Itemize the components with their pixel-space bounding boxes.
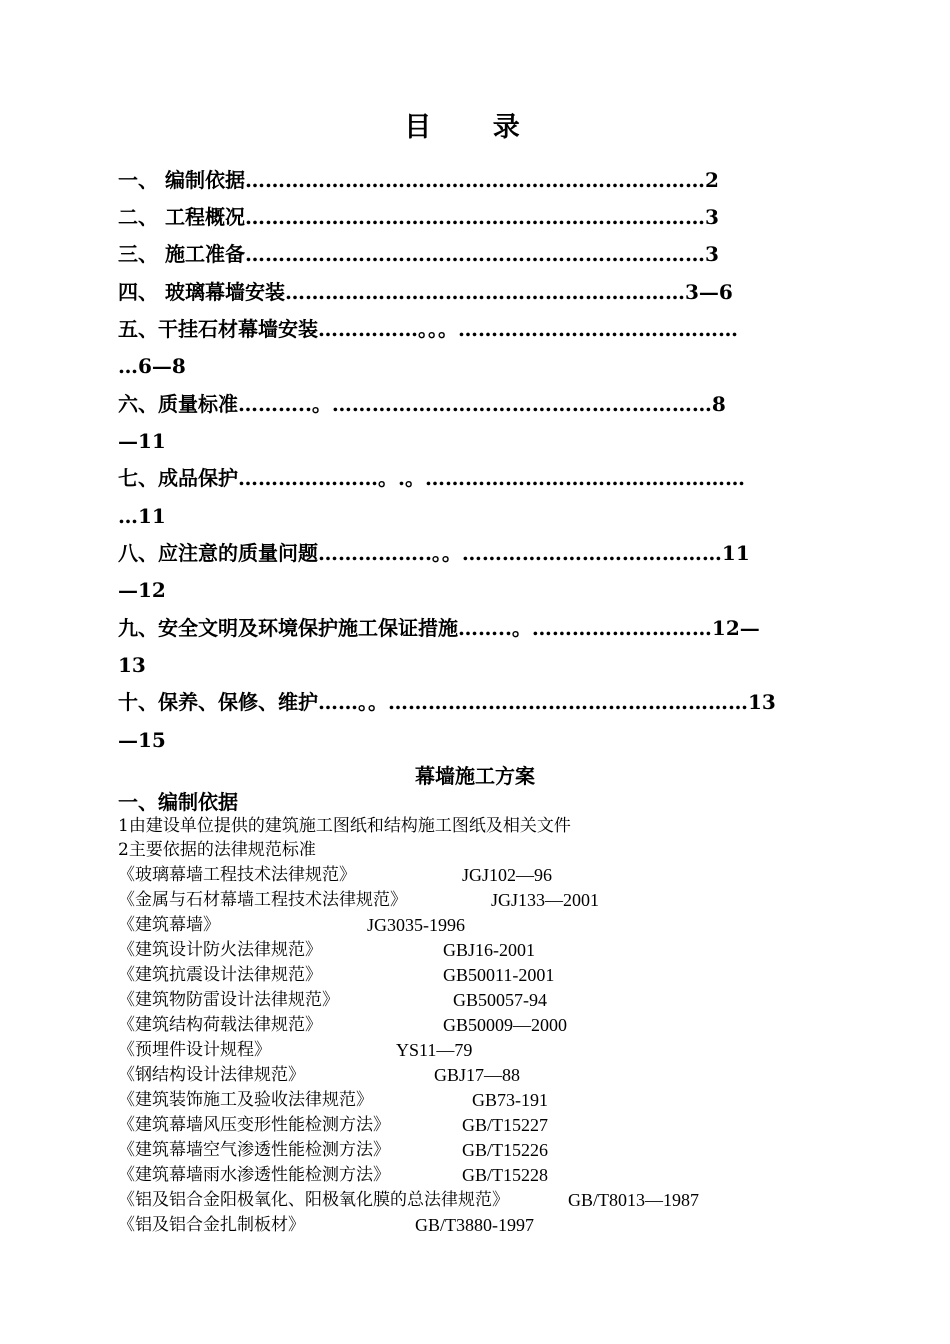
standard-name: 《金属与石材幕墙工程技术法律规范》	[118, 890, 407, 910]
toc-entry: 六、质量标准………..。…………………………………………………8	[118, 392, 726, 416]
standard-code: GB/T15228	[462, 1165, 549, 1185]
toc-entry: 二、 工程概况……………………………………………………………3	[118, 205, 719, 229]
standard-code: GB50009—2000	[443, 1015, 568, 1035]
standard-name: 《铝及铝合金扎制板材》	[118, 1215, 305, 1235]
toc-entry: 九、安全文明及环境保护施工保证措施……..。………………………12—	[118, 616, 760, 640]
standard-name: 《建筑幕墙》	[118, 915, 220, 935]
standard-name: 《建筑装饰施工及验收法律规范》	[118, 1090, 373, 1110]
standard-code: GB/T15226	[462, 1140, 549, 1160]
paragraph: 2主要依据的法律规范标准	[118, 840, 316, 860]
toc-entry-continuation: …11	[118, 504, 166, 528]
standard-name: 《玻璃幕墙工程技术法律规范》	[118, 865, 356, 885]
toc-entry: 七、成品保护…………………。.。…………………………………………	[118, 466, 745, 490]
standard-code: GB50011-2001	[443, 965, 555, 985]
toc-entry-continuation: —12	[118, 578, 166, 602]
standard-name: 《预埋件设计规程》	[118, 1040, 271, 1060]
standard-name: 《铝及铝合金阳极氧化、阳极氧化膜的总法律规范》	[118, 1190, 509, 1210]
paragraph: 1由建设单位提供的建筑施工图纸和结构施工图纸及相关文件	[118, 816, 571, 836]
toc-title: 目 录	[404, 112, 546, 143]
standard-code: JG3035-1996	[367, 915, 465, 935]
standard-name: 《建筑幕墙空气渗透性能检测方法》	[118, 1140, 390, 1160]
standard-code: YS11—79	[396, 1040, 473, 1060]
toc-entry-continuation: …6—8	[118, 354, 186, 378]
standard-name: 《建筑设计防火法律规范》	[118, 940, 322, 960]
standard-code: GB50057-94	[453, 990, 547, 1010]
standard-name: 《钢结构设计法律规范》	[118, 1065, 305, 1085]
standard-name: 《建筑物防雷设计法律规范》	[118, 990, 339, 1010]
toc-entry: 八、应注意的质量问题……………..。。…………………………………11	[118, 541, 750, 565]
toc-entry: 四、 玻璃幕墙安装……………………………………………………3—6	[118, 280, 733, 304]
toc-entry: 五、干挂石材幕墙安装……………。。。……………………………………	[118, 317, 738, 341]
toc-entry: 一、 编制依据……………………………………………………………2	[118, 168, 719, 192]
standard-code: GB73-191	[472, 1090, 548, 1110]
standard-code: GB/T15227	[462, 1115, 549, 1135]
standard-code: JGJ133—2001	[491, 890, 600, 910]
standard-code: GBJ17—88	[434, 1065, 521, 1085]
standard-code: GBJ16-2001	[443, 940, 536, 960]
toc-entry-continuation: —11	[118, 429, 166, 453]
section-heading: 一、编制依据	[118, 790, 238, 814]
standard-code: JGJ102—96	[462, 865, 553, 885]
toc-entry: 十、保养、保修、维护……。。………………………………………………13	[118, 690, 776, 714]
toc-entry: 三、 施工准备……………………………………………………………3	[118, 242, 719, 266]
standard-code: GB/T3880-1997	[415, 1215, 534, 1235]
standard-name: 《建筑结构荷载法律规范》	[118, 1015, 322, 1035]
standard-name: 《建筑幕墙风压变形性能检测方法》	[118, 1115, 390, 1135]
document-title: 幕墙施工方案	[415, 764, 535, 788]
standard-name: 《建筑抗震设计法律规范》	[118, 965, 322, 985]
toc-entry-continuation: —15	[118, 728, 166, 752]
standard-name: 《建筑幕墙雨水渗透性能检测方法》	[118, 1165, 390, 1185]
toc-entry-continuation: 13	[118, 653, 146, 677]
standard-code: GB/T8013—1987	[568, 1190, 700, 1210]
